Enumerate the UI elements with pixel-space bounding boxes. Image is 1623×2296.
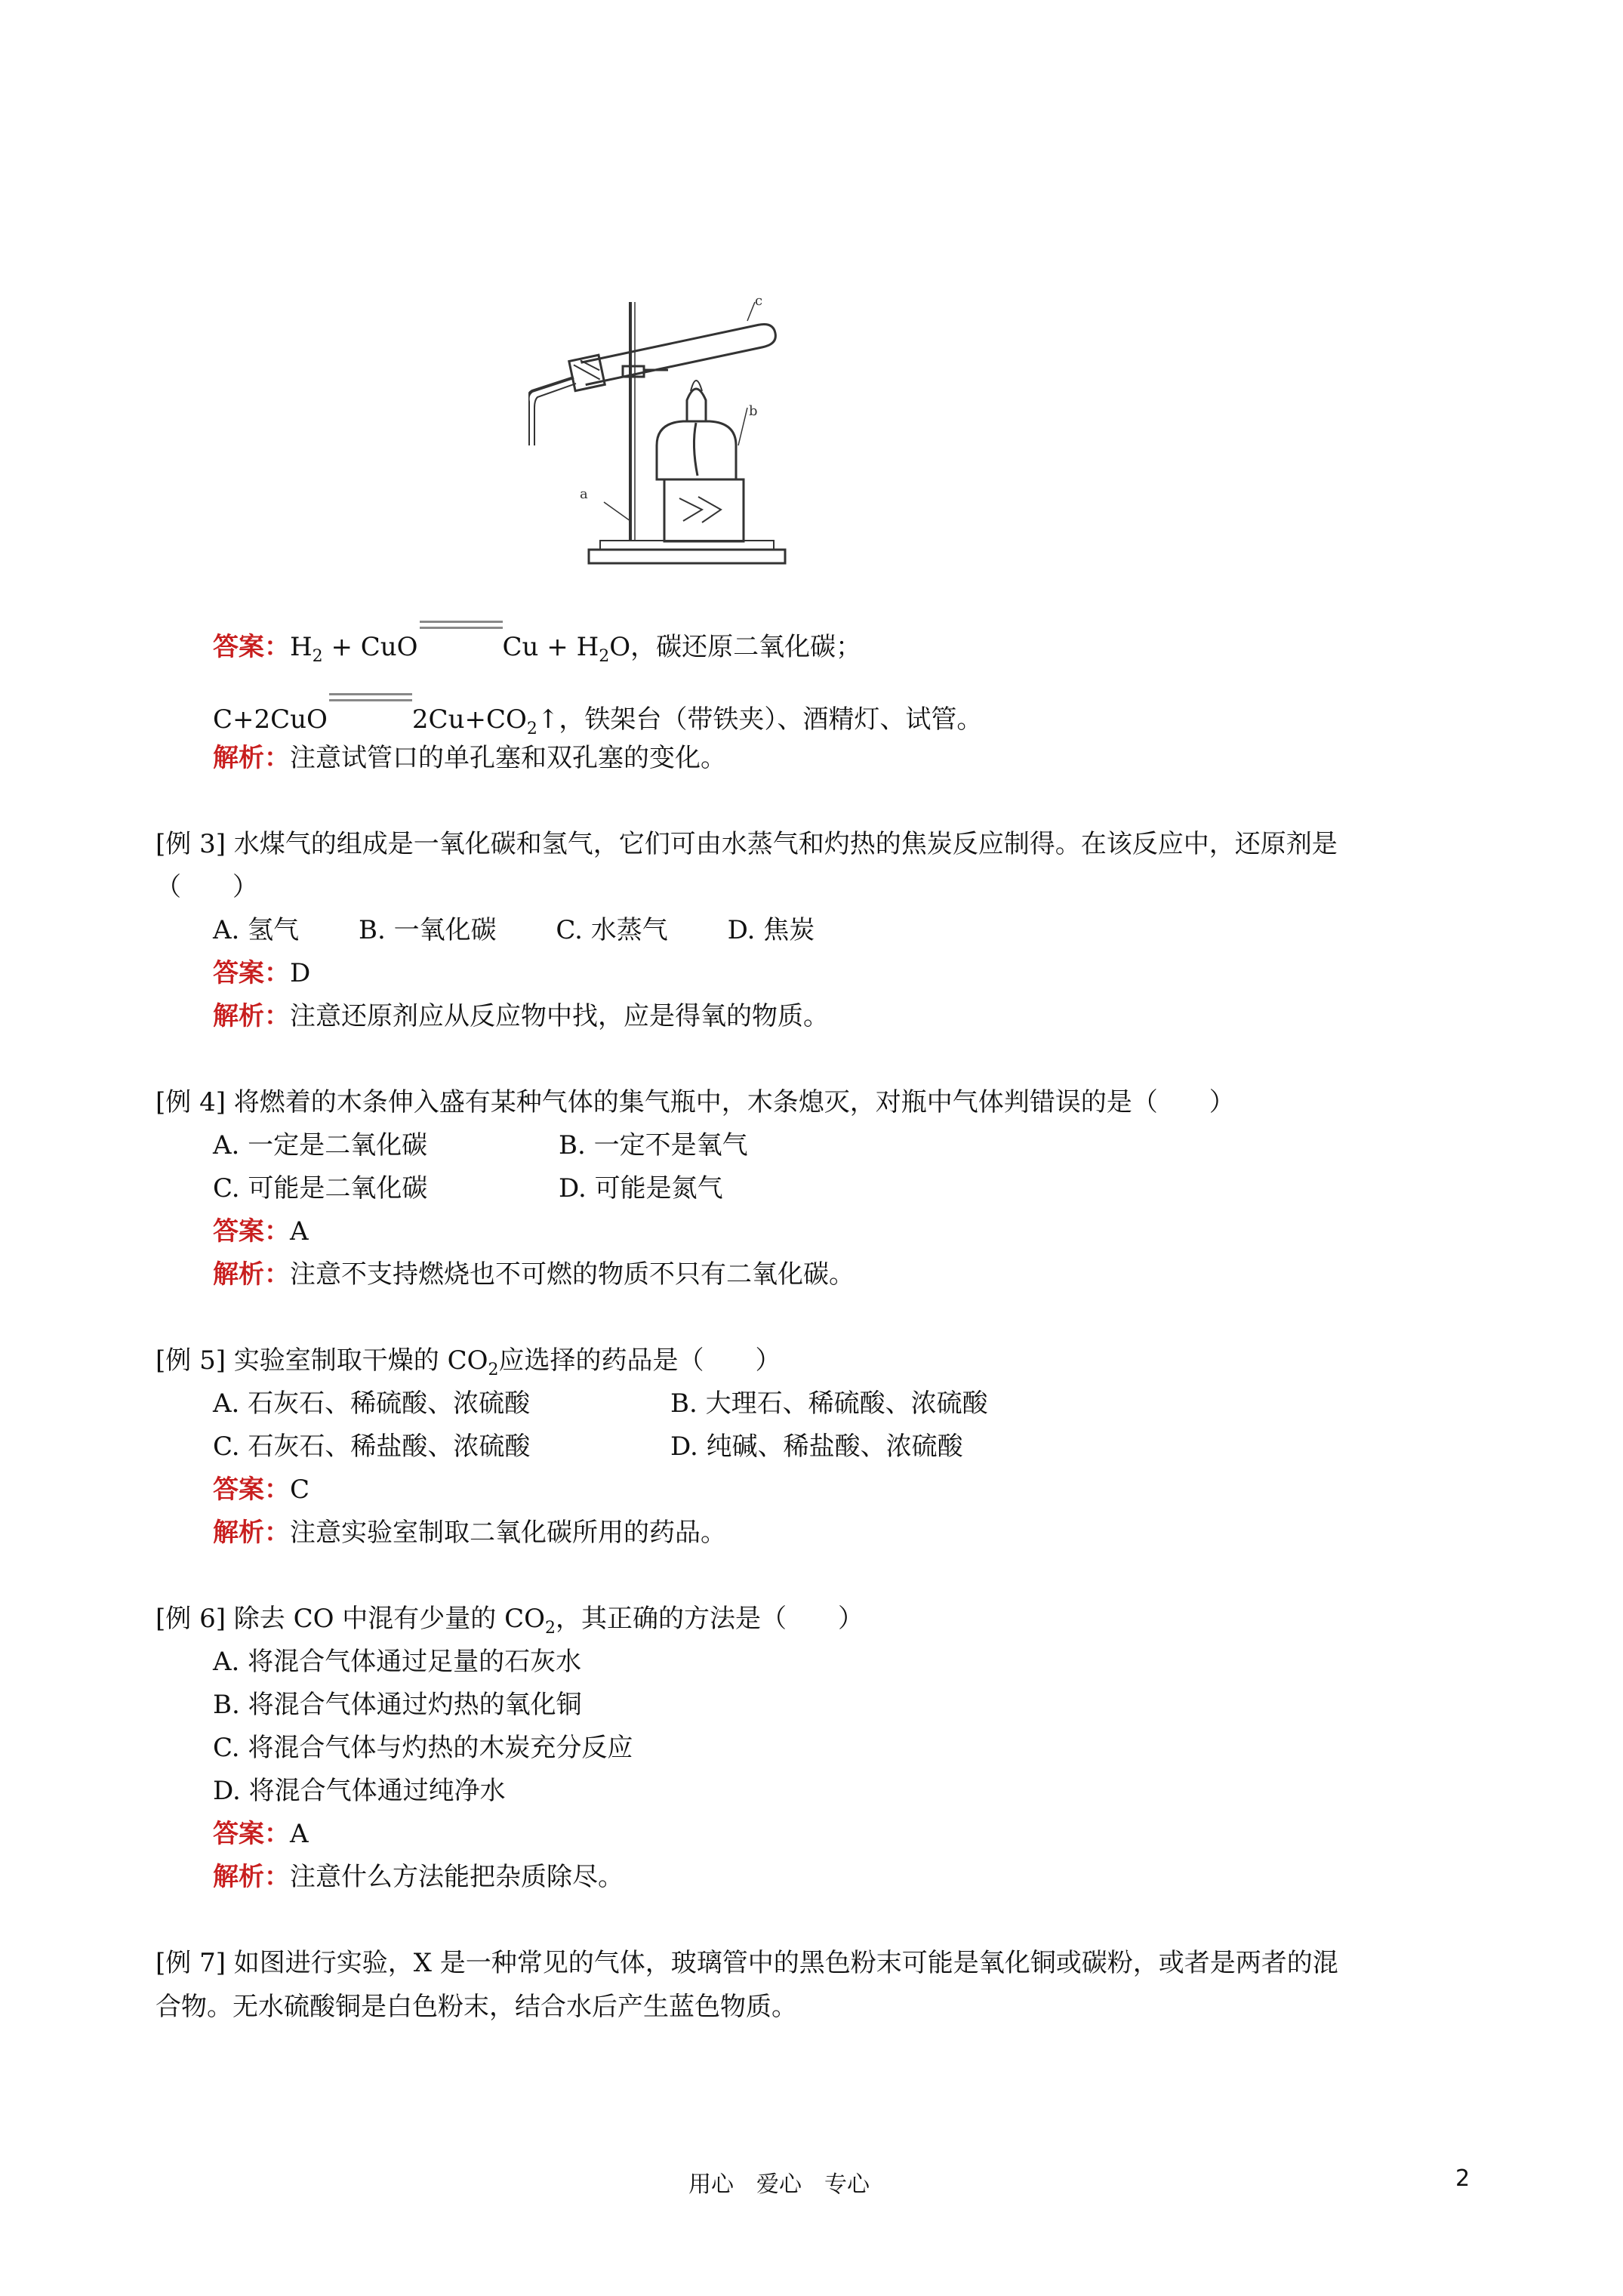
ex4-explanation: 解析：注意不支持燃烧也不可燃的物质不只有二氧化碳。 bbox=[213, 1259, 855, 1290]
explanation-line: 解析：注意试管口的单孔塞和双孔塞的变化。 bbox=[213, 743, 726, 773]
ex7-stem-2: 合物。无水硫酸铜是白色粉末，结合水后产生蓝色物质。 bbox=[156, 1992, 797, 2022]
answer-line-1: 答案：$H_2$ + CuO $Cu + H_2O$，碳还原二氧化碳； bbox=[213, 621, 861, 678]
ex5-option-d: D. 纯碱、稀盐酸、浓硫酸 bbox=[670, 1432, 963, 1462]
ex4-option-d: D. 可能是氮气 bbox=[559, 1173, 723, 1203]
footer-motto: 用心 爱心 专心 bbox=[688, 2171, 870, 2198]
ex5-option-a: A. 石灰石、稀硫酸、浓硫酸 bbox=[213, 1388, 531, 1419]
ex5-option-c: C. 石灰石、稀盐酸、浓硫酸 bbox=[213, 1432, 531, 1462]
ex4-option-c: C. 可能是二氧化碳 bbox=[213, 1173, 428, 1203]
ex5-stem: [例 5] 实验室制取干燥的 $CO_2$应选择的药品是（ ） bbox=[156, 1345, 781, 1379]
ex3-stem-2: （ ） bbox=[156, 872, 258, 902]
page-number: 2 bbox=[1455, 2165, 1471, 2192]
answer-line-2: C+2CuO $2Cu+CO_2↑$，铁架台（带铁夹）、酒精灯、试管。 bbox=[213, 693, 982, 750]
ex6-option-a: A. 将混合气体通过足量的石灰水 bbox=[213, 1647, 582, 1677]
ex6-answer: 答案：A bbox=[213, 1819, 309, 1849]
ex6-explanation: 解析：注意什么方法能把杂质除尽。 bbox=[213, 1862, 624, 1892]
ex3-stem-1: [例 3] 水煤气的组成是一氧化碳和氢气，它们可由水蒸气和灼热的焦炭反应制得。在该反应中，还原剂是 bbox=[156, 829, 1338, 859]
ex4-option-a: A. 一定是二氧化碳 bbox=[213, 1130, 428, 1160]
ex5-explanation: 解析：注意实验室制取二氧化碳所用的药品。 bbox=[213, 1518, 726, 1548]
ex3-explanation: 解析：注意还原剂应从反应物中找，应是得氧的物质。 bbox=[213, 1001, 829, 1031]
ex4-option-b: B. 一定不是氧气 bbox=[559, 1130, 748, 1160]
ex6-option-b: B. 将混合气体通过灼热的氧化铜 bbox=[213, 1690, 582, 1720]
ex7-stem-1: [例 7] 如图进行实验，X 是一种常见的气体，玻璃管中的黑色粉末可能是氧化铜或碳粉，或者是两者的混 bbox=[156, 1948, 1338, 1978]
ex6-option-d: D. 将混合气体通过纯净水 bbox=[213, 1776, 506, 1806]
answer-label: 答案： bbox=[213, 632, 290, 662]
apparatus-figure bbox=[528, 294, 815, 581]
ex5-option-b: B. 大理石、稀硫酸、浓硫酸 bbox=[670, 1388, 988, 1419]
ex6-option-c: C. 将混合气体与灼热的木炭充分反应 bbox=[213, 1733, 633, 1763]
ex4-stem: [例 4] 将燃着的木条伸入盛有某种气体的集气瓶中，木条熄灭，对瓶中气体判错误的是（ ） bbox=[156, 1087, 1235, 1117]
reaction-condition-mark bbox=[329, 693, 412, 708]
label-c: c bbox=[755, 294, 763, 309]
ex3-answer: 答案：D bbox=[213, 958, 311, 988]
ex3-options: A. 氢气 B. 一氧化碳 C. 水蒸气 D. 焦炭 bbox=[213, 915, 815, 945]
reaction-condition-mark bbox=[420, 621, 503, 636]
ex4-answer: 答案：A bbox=[213, 1216, 309, 1247]
ex6-stem: [例 6] 除去 CO 中混有少量的 $CO_2$，其正确的方法是（ ） bbox=[156, 1604, 864, 1638]
label-a: a bbox=[580, 486, 588, 502]
label-b: b bbox=[749, 403, 758, 419]
ex5-answer: 答案：C bbox=[213, 1475, 310, 1505]
